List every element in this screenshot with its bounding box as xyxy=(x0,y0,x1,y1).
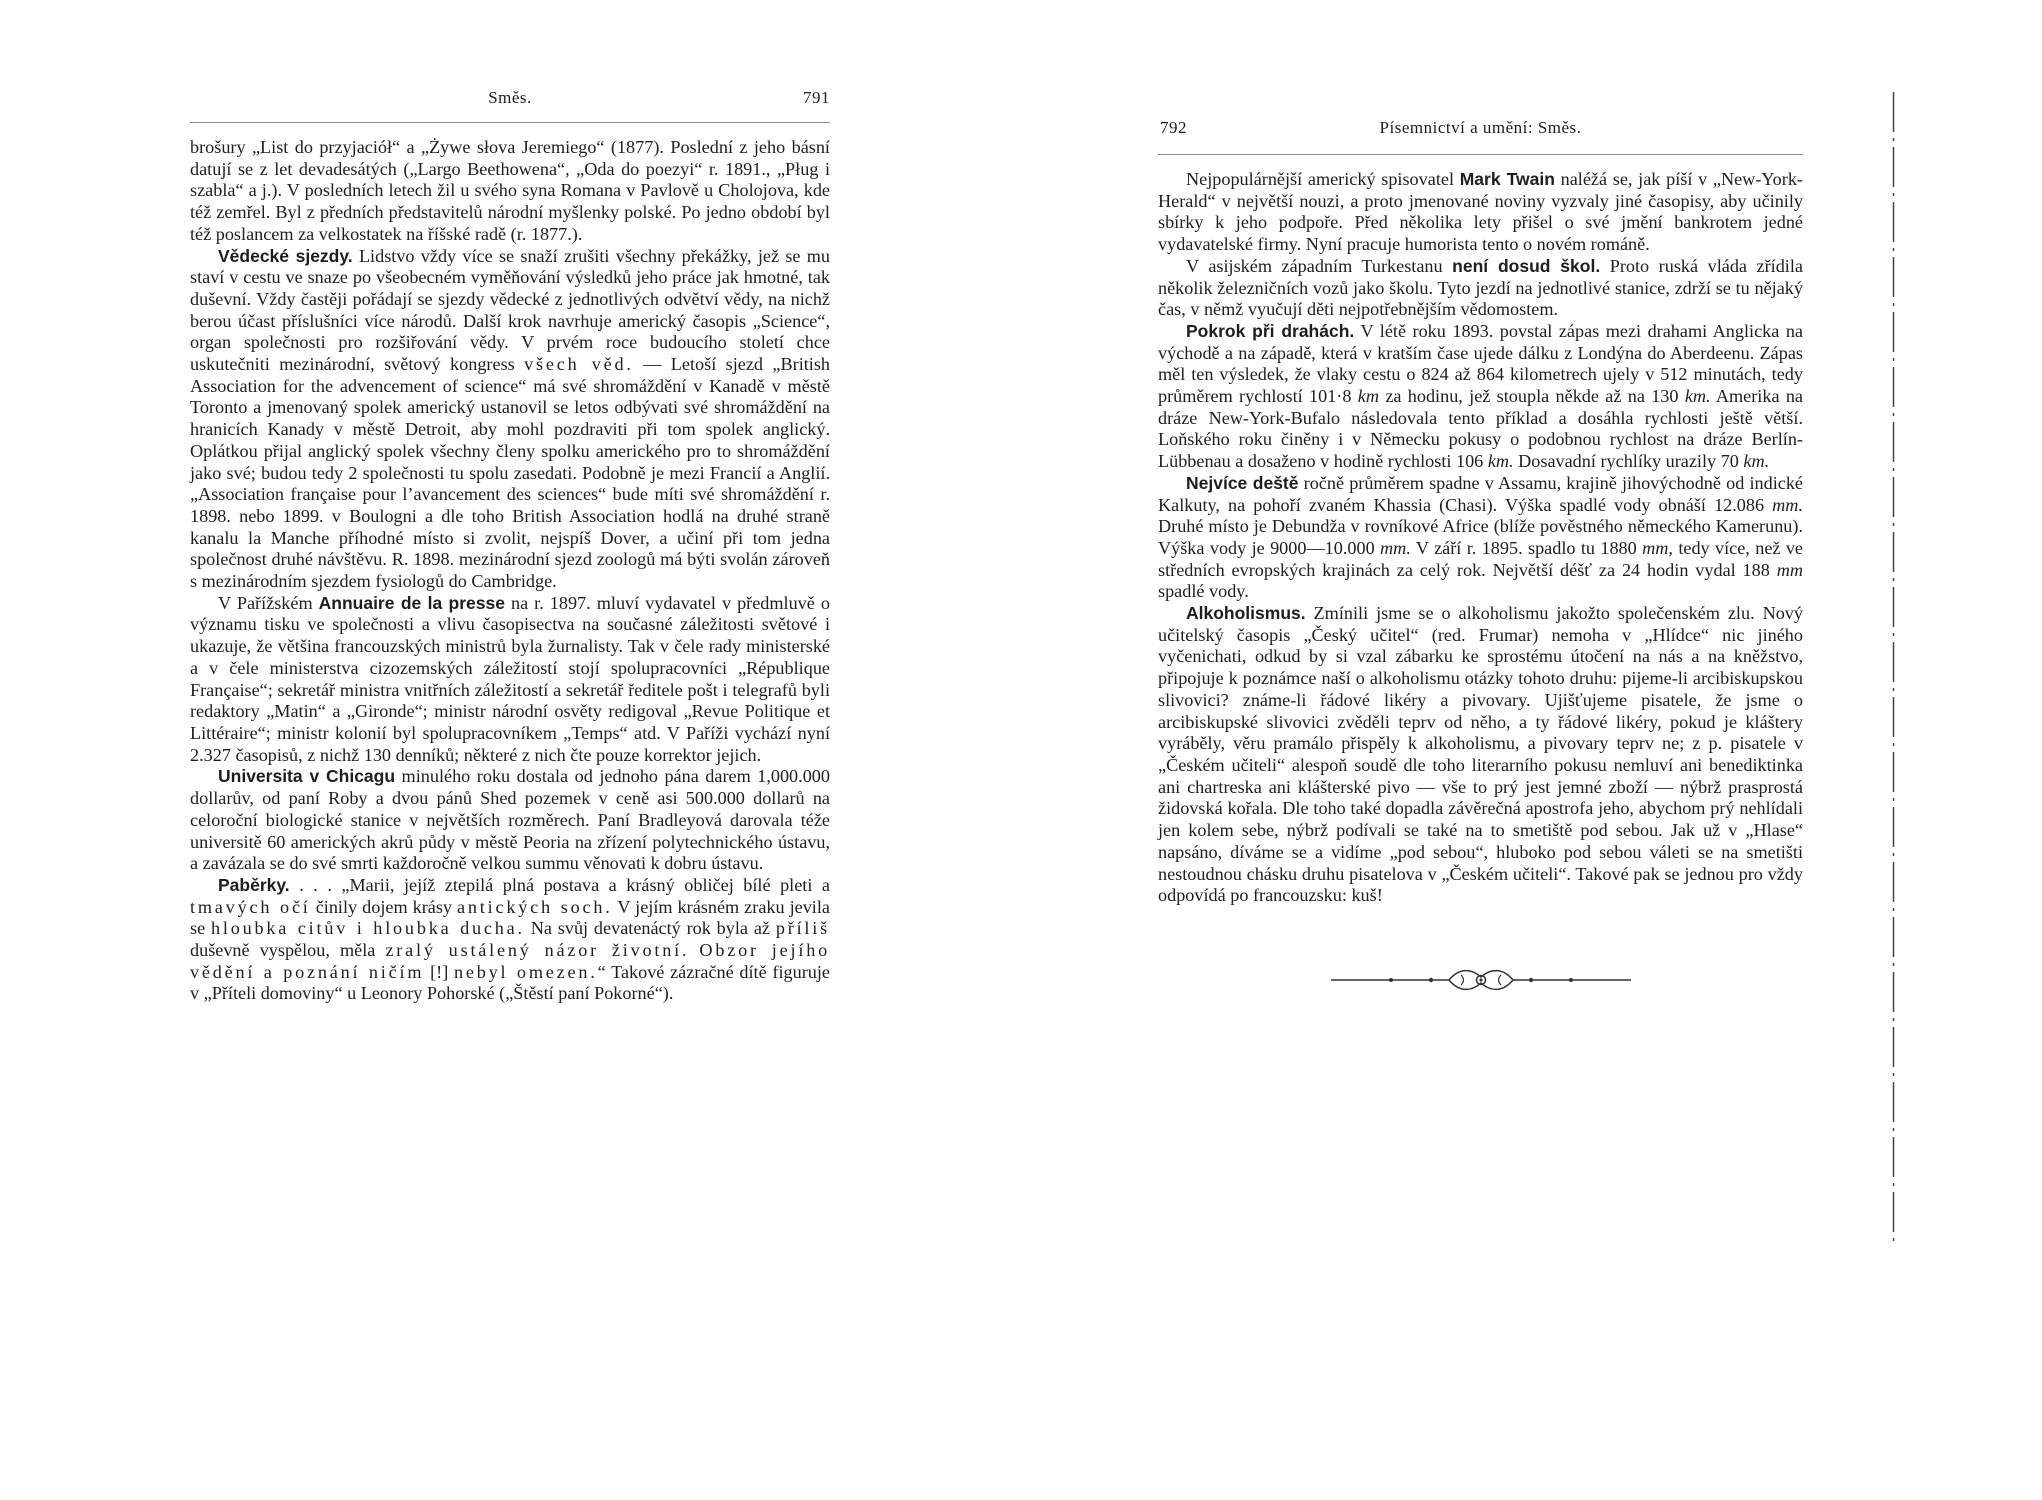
text-run: Proto ruská vláda zřídila několik železničních vozů jako školu. Tyto jezdí na jednotlivé stanice, zdrží se tu nějaký čas, v němž vyučují děti nejpotřebnějším vědomostem. xyxy=(1158,255,1803,320)
section-heading: Pokrok při drahách. xyxy=(1186,320,1355,341)
text-run: V létě roku 1893. povstal zápas mezi drahami Anglicka na východě a na západě, která v kratším čase ujede dálku z Londýna do Aberdeenu. Zápas měl ten výsledek, že vlaky cestu o 824 až 864 kilometrech ujely v 512 minutách, tedy průměrem rychlostí 101·8 xyxy=(1158,320,1803,407)
right-paragraph xyxy=(1158,473,1803,603)
right-page-body xyxy=(1158,169,1803,907)
right-paragraph xyxy=(1158,321,1803,473)
right-page-header xyxy=(1158,90,1803,150)
unit-text: mm. xyxy=(1772,494,1803,515)
left-page-header xyxy=(190,88,830,118)
right-paragraph xyxy=(1158,169,1803,256)
text-run: Zmínili jsme se o alkoholismu jakožto společenském zlu. Nový učitelský časopis „Český učitel“ (red. Frumar) nemoha v „Hlídce“ nic jiného vyčenichati, odkud by si vzal zábarku ke sprostému útočení na nás a na kněžstvo, připojuje k poznámce naší o alkoholismu otázky tohoto druhu: pijeme-li arcibiskupskou slivovici? známe-li řádové likéry a pivovary. Ujišťujeme pisatele, že jsme o arcibiskupské slivovici zvěděli teprv od něho, a ty řádové likéry, pokud je kláštery vyráběly, věru pramálo přispěly k alkoholismu, a pivovary teprv ne; z p. pisatele v „Českém učiteli“ alespoň soudě dle toho literarního pokusu nemluví ani benediktinka ani chartreska ani klášterské pivo — vše to prý jest jemné zboží — nýbrž prasprostá židovská kořala. Dle toho také dopadla závěrečná apostrofa jeho, abychom prý nehlídali jen kolem sebe, nýbrž podívali se také na to smetiště pod sebou. Jak už v „Hlase“ napsáno, díváme se a vidíme „pod sebou“, hluboko pod sebou váleti se na smetišti nestoudnou chásku druhu pisatelova v „Českém učiteli“. Takové pak se jednou pro vždy odpovídá po francouzsku: kuš! xyxy=(1158,603,1803,906)
text-run: spadlé vody. xyxy=(1158,581,1249,602)
text-run: brošury „List do przyjaciół“ a „Żywe słova Jeremiego“ (1877). Poslední z jeho básní datují se z let devadesátých („Largo Beethowena“, „Oda do poezyi“ r. 1891., „Pług i szabla“ a j.). V posledních letech žil u svého syna Romana v Pavlově u Cholojova, kde též zemřel. Byl z předních představitelů národní myšlenky polské. Po jedno období byl též poslancem za velkostatek na říšské radě (r. 1877.). xyxy=(190,137,830,244)
text-run: Na svůj devatenáctý rok byla až xyxy=(524,918,776,939)
spaced-emphasis: tmavých očí xyxy=(190,896,311,917)
text-run: Dosavadní rychlíky urazily 70 xyxy=(1513,451,1744,472)
spaced-emphasis: antických soch. xyxy=(457,896,613,917)
unit-text: km. xyxy=(1684,386,1711,407)
unit-text: km. xyxy=(1487,451,1514,472)
text-run: Nejpopulárnější americký spisovatel xyxy=(1186,169,1460,189)
unit-text: mm. xyxy=(1380,537,1411,558)
left-page xyxy=(190,0,830,1005)
section-heading: Nejvíce deště xyxy=(1186,472,1299,493)
text-run: V asijském západním Turkestanu xyxy=(1186,255,1453,276)
spaced-emphasis: všech věd. xyxy=(524,354,634,375)
left-header-rule xyxy=(190,122,830,123)
text-run: Lidstvo vždy více se snaží zrušiti všechny překážky, jež se mu staví v cestu ve snaze po všeobecném vyměňování výsledků jeho práce jak hmotné, tak duševní. Vždy častěji pořádají se sjezdy vědecké z jednotlivých odvětví vědy, na nichž berou účast příslušníci více národů. Další krok navrhuje americký časopis „Science“, organ společnosti pro rozšiřování vědy. V prvém roce budoucího století chce uskutečniti mezinárodní, světový kongress xyxy=(190,245,830,375)
left-running-title: Směs. xyxy=(488,88,532,107)
unit-text: mm, xyxy=(1642,537,1673,558)
text-run: naléžá se, jak píší v „New-York-Herald“ v největší nouzi, a proto jmenované noviny vyzvaly jiné časopisy, aby učinily sbírky k jeho podpoře. Před několika lety přišel o své jmění bankrotem jedné vydavatelské firmy. Nyní pracuje humorista tento o novém románě. xyxy=(1158,169,1803,255)
left-paragraph xyxy=(190,137,830,246)
text-run: [!] xyxy=(424,961,454,982)
left-page-body xyxy=(190,137,830,1005)
unit-text: mm xyxy=(1776,559,1803,580)
left-paragraph xyxy=(190,766,830,875)
text-run: — Letoší sjezd „British Association for the advencement of science“ má své shromáždění v Kanadě v městě Toronto a jmenovaný spolek americký ustanovil se letos odbývati své shromáždění na hranicích Kanady v městě Detroit, aby mohl pozdraviti při tom spolek anglický. Oplátkou přijal anglický spolek všechny členy spolku amerického pro to shromáždění jako své; budou tedy 2 společnosti tu spolu zasedati. Podobně je mezi Francií a Anglií. „Association française pour l’avancement des sciences“ bude míti své shromáždění r. 1898. nebo 1899. v Boulogni a dle toho British Association hodlá na druhé straně kanalu la Manche příhodné místo si zvolit, nejspíš Dover, a učiní při tom jedna společnost druhé návštěvu. R. 1898. mezinárodní sjezd zoologů má býti svolán zároveň s mezinárodním sjezdem fysiologů do Cambridge. xyxy=(190,354,831,592)
text-run: “ Takové zázračné dítě figuruje v „Příteli domoviny“ u Leonory Pohorské („Štěstí paní Pokorné“). xyxy=(190,961,830,1004)
unit-text: km xyxy=(1357,386,1379,407)
right-header-rule xyxy=(1158,154,1803,155)
spaced-emphasis: hloubka citův i hloubka ducha. xyxy=(210,918,525,939)
section-heading: Vědecké sjezdy. xyxy=(218,245,353,266)
text-run xyxy=(689,940,699,960)
left-paragraph xyxy=(190,593,830,767)
right-paragraph xyxy=(1158,603,1803,907)
section-heading: Paběrky. xyxy=(218,874,290,895)
text-run: V Pařížském xyxy=(218,592,319,613)
right-paragraph xyxy=(1158,256,1803,321)
spaced-emphasis: nebyl omezen. xyxy=(453,961,598,982)
text-run: na r. 1897. mluví vydavatel v předmluvě o významu tisku ve společnosti a vlivu časopisectva na současné záležitosti světové i ukazuje, že většina francouzských ministrů byla žurnalisty. Tak v čele rady ministerské a v čele ministerstva cizozemských záležitostí stojí spolupracovníci „République Française“; sekretář ministra vnitřních záležitostí a sekretář ředitele pošt i telegrafů byli redaktory „Matin“ a „Gironde“; ministr národní osvěty redigoval „Revue Politique et Littéraire“; ministr kolonií byl spolupracovníkem „Temps“ atd. V Paříži vychází nyní 2.327 časopisů, z nichž 130 denníků; některé z nich čte pouze korrektor jejich. xyxy=(190,592,830,765)
right-page xyxy=(1158,0,1803,995)
text-run: V jejím krásném zraku jevila se xyxy=(190,896,830,939)
section-heading: Universita v Chicagu xyxy=(218,766,396,787)
spaced-emphasis: Obzor jejího vědění a poznání ničím xyxy=(190,940,830,982)
binding-edge xyxy=(1892,92,1895,1242)
text-run: duševně vyspělou, měla xyxy=(190,940,386,961)
text-run: V září r. 1895. spadlo tu 1880 xyxy=(1410,537,1643,558)
text-run: minulého roku dostala od jednoho pána darem 1,000.000 dollarův, od paní Roby a dvou pánů Shed pozemek v ceně asi 500.000 dollarů na celoroční biologické stanice v největších rozměrech. Paní Bradleyová darovala téže universitě 60 amerických akrů půdy v městě Peoria na zřízení polytechnického ústavu, a zavázala se do své smrti každoročně velkou summu věnovati k dobru ústavu. xyxy=(190,766,830,874)
text-run: ročně průměrem spadne v Assamu, krajině jihovýchodně od indické Kalkuty, na pohoří zvaném Khassia (Chasi). Výška spadlé vody obnáší 12.086 xyxy=(1158,472,1803,515)
left-page-number: 791 xyxy=(803,88,830,107)
left-paragraph xyxy=(190,875,830,1005)
section-heading: Alkoholismus. xyxy=(1186,603,1306,624)
section-heading: není dosud škol. xyxy=(1452,255,1601,276)
text-run: činily dojem krásy xyxy=(310,896,458,917)
section-heading: Mark Twain xyxy=(1459,169,1555,189)
text-run: Druhé místo je Debundža v rovníkové Africe (blíže pověstného německého Kamerunu). Výška vody je 9000—10.000 xyxy=(1158,516,1803,558)
unit-text: km. xyxy=(1743,451,1770,472)
section-heading: Annuaire de la presse xyxy=(318,592,505,613)
text-run: tedy více, než ve středních evropských krajinách za celý rok. Největší déšť za 24 hodin vydal 188 xyxy=(1158,537,1803,580)
spaced-emphasis: zralý ustálený názor životní. xyxy=(385,940,690,961)
text-run: za hodinu, jež stoupla někde až na 130 xyxy=(1379,386,1685,407)
text-run: . . . „Marii, jejíž ztepilá plná postava a krásný obličej bílé pleti a xyxy=(289,874,830,895)
ornamental-divider xyxy=(1331,965,1631,995)
spaced-emphasis: příliš xyxy=(775,918,830,939)
left-paragraph xyxy=(190,246,830,593)
right-page-number: 792 xyxy=(1160,118,1187,137)
text-run: Amerika na dráze New-York-Bufalo následovala tento příklad a dosáhla rychlosti ještě větší. Loňského roku činěny i v Německu pokusy o podobnou rychlost na dráze Berlín-Lübbenau a dosaženo v hodině rychlosti 106 xyxy=(1158,386,1804,472)
right-running-title: Písemnictví a umění: Směs. xyxy=(1379,118,1582,137)
